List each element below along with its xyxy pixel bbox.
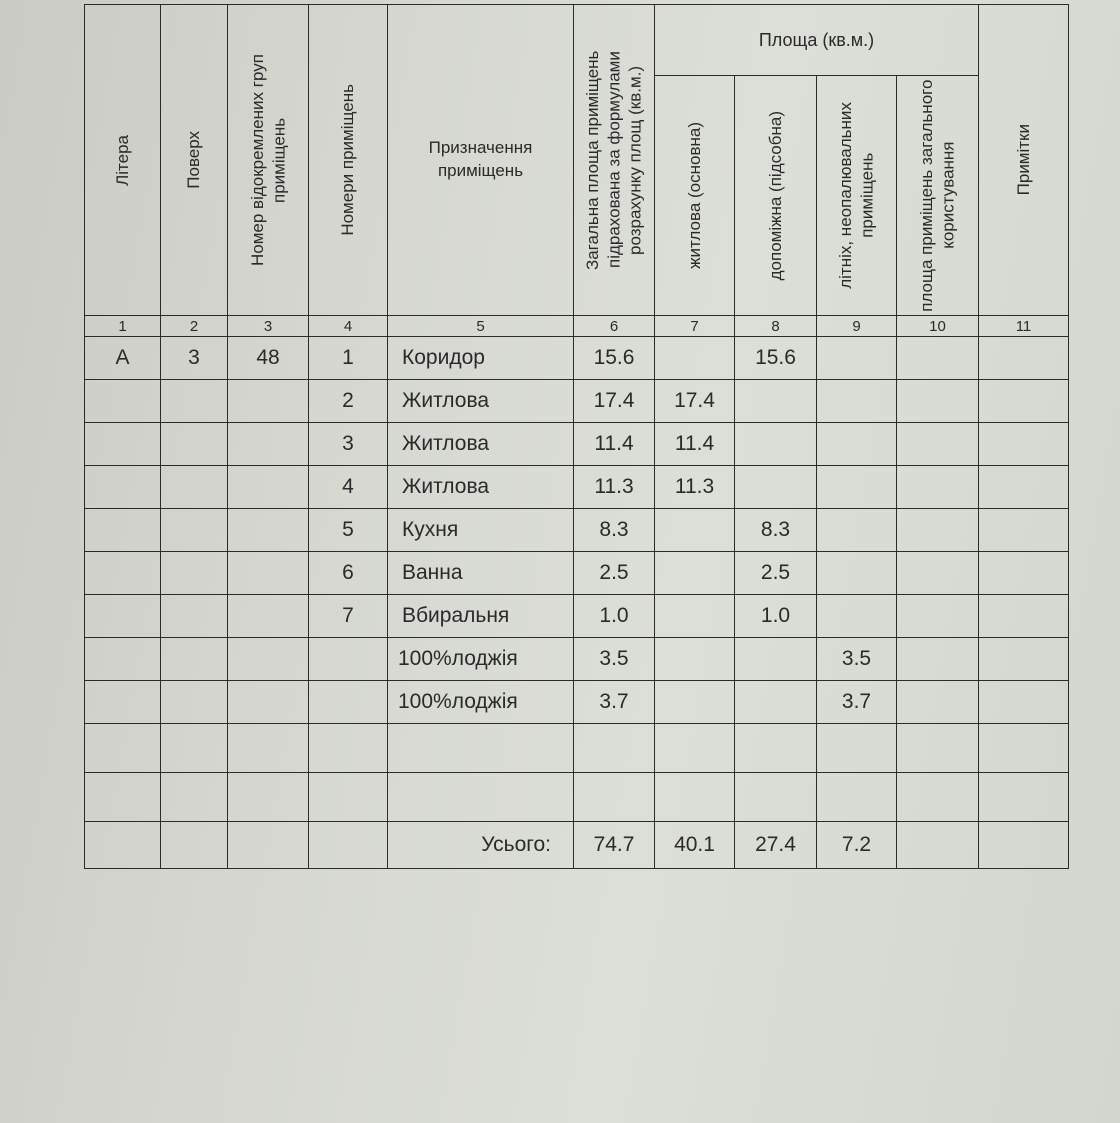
cell-purpose: Житлова — [388, 423, 574, 466]
empty-row — [85, 724, 1069, 773]
table-row — [85, 337, 1069, 380]
cell-litera — [85, 595, 161, 638]
cell-common — [897, 595, 979, 638]
header-auxiliary: допоміжна (підсобна) — [735, 76, 817, 316]
header-common: площа приміщень загального користування — [897, 76, 979, 316]
cell-floor: 3 — [161, 337, 228, 380]
cell-litera — [85, 552, 161, 595]
cell-total: 8.3 — [574, 509, 655, 552]
cell-floor — [161, 466, 228, 509]
cell-notes — [979, 509, 1069, 552]
cell-notes — [979, 638, 1069, 681]
cell-summer: 3.7 — [817, 681, 897, 724]
cell-group — [228, 466, 309, 509]
cell-summer — [817, 423, 897, 466]
cell-litera — [85, 423, 161, 466]
cell-floor — [161, 552, 228, 595]
cell-aux: 15.6 — [735, 337, 817, 380]
cell-living: 11.3 — [655, 466, 735, 509]
empty-row — [85, 773, 1069, 822]
col-number: 7 — [655, 316, 735, 337]
total-living: 40.1 — [655, 822, 735, 869]
column-number-row — [85, 316, 1069, 337]
header-group-number: Номер відокремлених груп приміщень — [228, 5, 309, 316]
total-notes — [979, 822, 1069, 869]
col-number: 11 — [979, 316, 1069, 337]
cell-purpose: Кухня — [388, 509, 574, 552]
cell-common — [897, 681, 979, 724]
cell-floor — [161, 681, 228, 724]
cell-room-number — [309, 681, 388, 724]
cell-notes — [979, 552, 1069, 595]
cell-group — [228, 595, 309, 638]
header-total-area: Загальна площа приміщень підрахована за формулами розрахунку площ (кв.м.) — [574, 5, 655, 316]
header-litera: Літера — [85, 5, 161, 316]
cell-litera: А — [85, 337, 161, 380]
cell-room-number: 5 — [309, 509, 388, 552]
cell-aux: 1.0 — [735, 595, 817, 638]
header-living: житлова (основна) — [655, 76, 735, 316]
cell-total: 2.5 — [574, 552, 655, 595]
cell-purpose: Житлова — [388, 380, 574, 423]
cell-living — [655, 337, 735, 380]
cell-living: 11.4 — [655, 423, 735, 466]
cell-purpose: Коридор — [388, 337, 574, 380]
area-table — [84, 4, 1069, 869]
cell-aux — [735, 681, 817, 724]
cell-aux — [735, 638, 817, 681]
cell-common — [897, 466, 979, 509]
cell-aux: 2.5 — [735, 552, 817, 595]
header-summer: літніх, неопалювальних приміщень — [817, 76, 897, 316]
cell-common — [897, 423, 979, 466]
table-row — [85, 466, 1069, 509]
cell-living — [655, 552, 735, 595]
cell-litera — [85, 466, 161, 509]
header-notes: Примітки — [979, 5, 1069, 316]
col-number: 3 — [228, 316, 309, 337]
cell-summer — [817, 595, 897, 638]
cell-living: 17.4 — [655, 380, 735, 423]
table-row — [85, 595, 1069, 638]
cell-total: 15.6 — [574, 337, 655, 380]
cell-room-number — [309, 638, 388, 681]
cell-purpose: Житлова — [388, 466, 574, 509]
cell-summer — [817, 337, 897, 380]
cell-total: 3.5 — [574, 638, 655, 681]
cell-group — [228, 552, 309, 595]
col-number: 5 — [388, 316, 574, 337]
cell-summer — [817, 466, 897, 509]
cell-notes — [979, 595, 1069, 638]
cell-group — [228, 638, 309, 681]
cell-group — [228, 423, 309, 466]
col-number: 4 — [309, 316, 388, 337]
cell-summer — [817, 380, 897, 423]
total-area: 74.7 — [574, 822, 655, 869]
cell-floor — [161, 423, 228, 466]
cell-notes — [979, 337, 1069, 380]
table-row — [85, 552, 1069, 595]
total-row — [85, 822, 1069, 869]
cell-aux — [735, 466, 817, 509]
cell-total: 3.7 — [574, 681, 655, 724]
cell-summer: 3.5 — [817, 638, 897, 681]
cell-total: 1.0 — [574, 595, 655, 638]
table-row — [85, 509, 1069, 552]
cell-total: 11.3 — [574, 466, 655, 509]
cell-room-number: 6 — [309, 552, 388, 595]
cell-notes — [979, 380, 1069, 423]
col-number: 8 — [735, 316, 817, 337]
cell-common — [897, 509, 979, 552]
table-row — [85, 423, 1069, 466]
cell-purpose: Ванна — [388, 552, 574, 595]
cell-floor — [161, 595, 228, 638]
col-number: 10 — [897, 316, 979, 337]
cell-group — [228, 509, 309, 552]
cell-room-number: 1 — [309, 337, 388, 380]
cell-aux: 8.3 — [735, 509, 817, 552]
table-row — [85, 681, 1069, 724]
total-aux: 27.4 — [735, 822, 817, 869]
table-row — [85, 638, 1069, 681]
cell-room-number: 4 — [309, 466, 388, 509]
cell-room-number: 2 — [309, 380, 388, 423]
cell-floor — [161, 638, 228, 681]
cell-group — [228, 380, 309, 423]
cell-aux — [735, 380, 817, 423]
cell-common — [897, 380, 979, 423]
cell-living — [655, 638, 735, 681]
cell-litera — [85, 638, 161, 681]
col-number: 9 — [817, 316, 897, 337]
col-number: 2 — [161, 316, 228, 337]
cell-aux — [735, 423, 817, 466]
cell-common — [897, 337, 979, 380]
cell-common — [897, 552, 979, 595]
cell-living — [655, 509, 735, 552]
total-common — [897, 822, 979, 869]
header-purpose: Призначення приміщень — [388, 5, 574, 316]
cell-litera — [85, 380, 161, 423]
cell-total: 17.4 — [574, 380, 655, 423]
cell-purpose: 100%лоджія — [388, 638, 574, 681]
cell-living — [655, 595, 735, 638]
cell-summer — [817, 552, 897, 595]
cell-notes — [979, 423, 1069, 466]
table-row — [85, 380, 1069, 423]
col-number: 1 — [85, 316, 161, 337]
cell-common — [897, 638, 979, 681]
cell-notes — [979, 681, 1069, 724]
cell-group — [228, 681, 309, 724]
cell-room-number: 3 — [309, 423, 388, 466]
cell-purpose: 100%лоджія — [388, 681, 574, 724]
cell-notes — [979, 466, 1069, 509]
header-area-group: Площа (кв.м.) — [655, 5, 979, 76]
header-floor: Поверх — [161, 5, 228, 316]
header-room-numbers: Номери приміщень — [309, 5, 388, 316]
cell-group: 48 — [228, 337, 309, 380]
cell-purpose: Вбиральня — [388, 595, 574, 638]
area-table-sheet — [84, 4, 1069, 869]
cell-total: 11.4 — [574, 423, 655, 466]
total-label: Усього: — [388, 822, 574, 869]
cell-floor — [161, 509, 228, 552]
cell-litera — [85, 681, 161, 724]
cell-litera — [85, 509, 161, 552]
cell-living — [655, 681, 735, 724]
total-summer: 7.2 — [817, 822, 897, 869]
cell-summer — [817, 509, 897, 552]
cell-floor — [161, 380, 228, 423]
cell-room-number: 7 — [309, 595, 388, 638]
col-number: 6 — [574, 316, 655, 337]
